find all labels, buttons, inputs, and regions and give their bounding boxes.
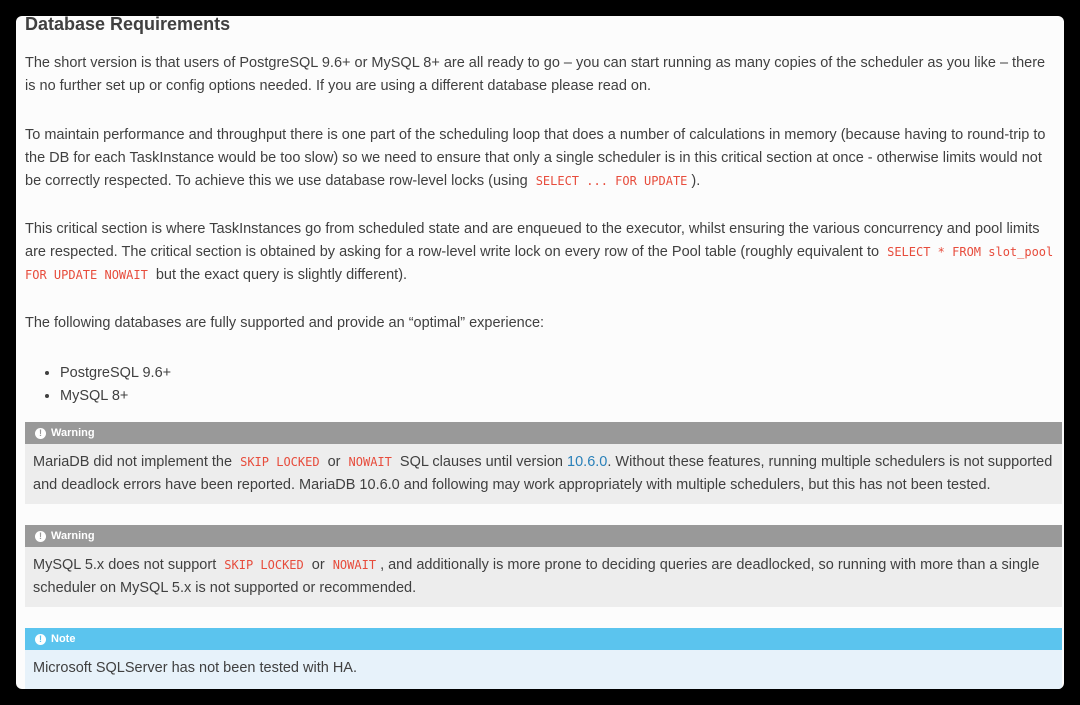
section-heading: Database Requirements (25, 16, 231, 34)
note-admonition-sqlserver (25, 628, 1062, 689)
warning-admonition-mariadb (25, 422, 1062, 504)
admonition-title-bar (25, 628, 1062, 650)
admonition-title: Warning (51, 427, 95, 439)
warning-text: or (307, 557, 329, 573)
admonition-body (25, 547, 1062, 608)
document-content (25, 16, 1059, 676)
document-card (16, 16, 1064, 689)
supported-databases-list (25, 362, 171, 408)
performance-text-after: ). (691, 173, 701, 189)
performance-text-before: To maintain performance and throughput there is one part of the scheduling loop that does a number of calculations in memory (because having to round-trip to the DB for each TaskInstance would be too slow) so we need to ensure that only a single scheduler is in this critical section at once - otherwise limits would not be correctly respected. To achieve this we use database row-level locks (using (25, 127, 1046, 189)
warning-text: , and additionally is more prone to deciding queries are deadlocked, so running with more than a single scheduler on MySQL 5.x is not supported or recommended. (33, 557, 1040, 596)
admonition-title-bar (25, 422, 1062, 444)
exclamation-circle-icon: ! (35, 634, 46, 645)
critical-text-after: but the exact query is slightly different). (151, 267, 408, 283)
warning-text: . Without these features, running multiple schedulers is not supported and deadlock errors have been reported. MariaDB 10.6.0 and following may work appropriately with multiple schedulers, but this has not been tested. (33, 454, 1053, 493)
warning-text: MariaDB did not implement the (33, 454, 237, 470)
version-link[interactable]: 10.6.0 (567, 454, 608, 470)
warning-text: SQL clauses until version (395, 454, 568, 470)
list-item: • PostgreSQL 9.6+ (60, 362, 171, 385)
skip-locked-code: SKIP LOCKED (224, 558, 304, 572)
nowait-code: NOWAIT (348, 455, 392, 469)
exclamation-circle-icon: ! (35, 531, 46, 542)
critical-section-paragraph (25, 218, 1059, 287)
admonition-title: Warning (51, 530, 95, 542)
critical-text-before: This critical section is where TaskInstances go from scheduled state and are enqueued to the executor, whilst ensuring the various concurrency and pool limits are respected. The critical section is obtained by asking for a row-level write lock on every row of the Pool table (roughly equivalent to (25, 221, 1040, 260)
warning-text: MySQL 5.x does not support (33, 557, 221, 573)
admonition-title-bar (25, 525, 1062, 547)
admonition-title: Note (51, 633, 76, 645)
admonition-body: Microsoft SQLServer has not been tested with HA. (33, 660, 357, 676)
nowait-code: NOWAIT (332, 558, 377, 572)
intro-paragraph: The short version is that users of PostgreSQL 9.6+ or MySQL 8+ are all ready to go – you can start running as many copies of the scheduler as you like – there is no further set up or config options needed. If you are using a different database please read on. (25, 55, 1046, 94)
select-for-update-code: SELECT ... FOR UPDATE (535, 174, 688, 188)
performance-paragraph (25, 124, 1059, 193)
warning-admonition-mysql5 (25, 525, 1062, 607)
exclamation-circle-icon: ! (35, 428, 46, 439)
skip-locked-code: SKIP LOCKED (240, 455, 320, 469)
list-item: • MySQL 8+ (60, 385, 171, 408)
warning-text: or (323, 454, 345, 470)
slot-pool-query-code: SELECT * FROM slot_pool FOR UPDATE NOWAIT (25, 245, 1054, 282)
admonition-body (25, 444, 1062, 505)
supported-databases-intro: The following databases are fully supported and provide an “optimal” experience: (25, 315, 545, 331)
